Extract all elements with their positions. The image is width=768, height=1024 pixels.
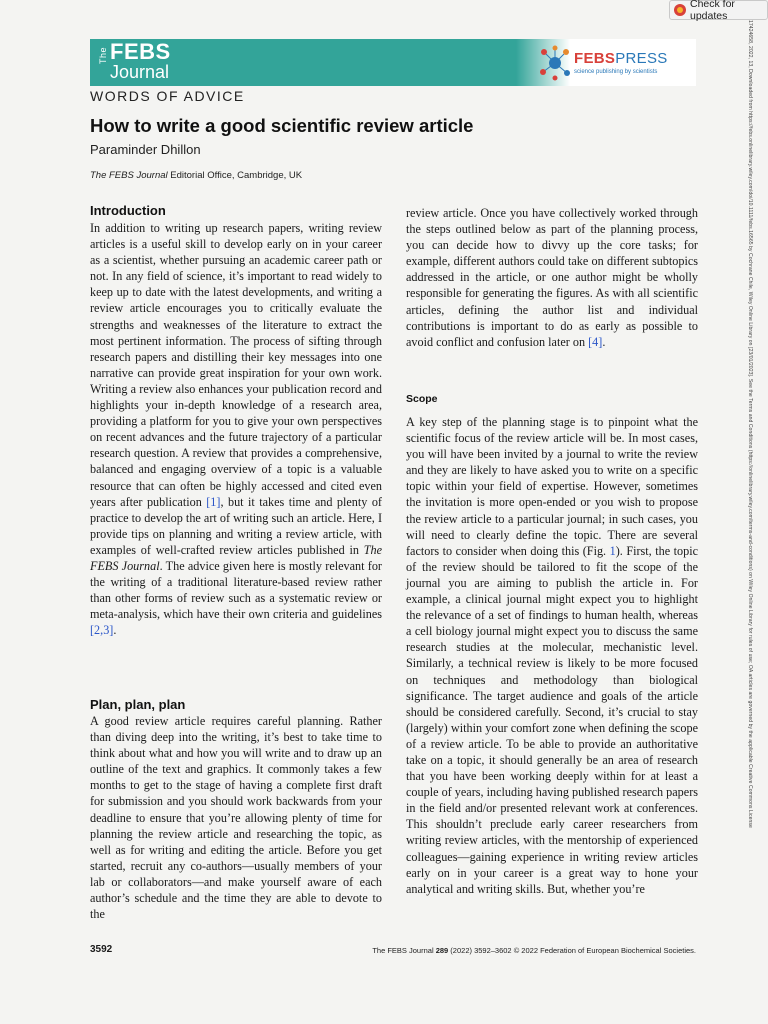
download-side-note (741, 20, 767, 1024)
logo-the: The (98, 47, 108, 65)
check-for-updates-button[interactable] (669, 0, 768, 20)
crossmark-icon (674, 4, 686, 16)
footer-journal-prefix: The FEBS Journal (372, 946, 436, 955)
scope-heading: Scope (406, 393, 438, 405)
banner-fade (516, 39, 696, 86)
section-label: WORDS OF ADVICE (90, 88, 245, 104)
plan-cont-text: review article. Once you have collectively worked through the steps outlined below as part of the planning process, you can decide how to divvy up the core tasks; for example, different authors could take on different subtopics addressed in the article, or one author might be wholly responsible for generating the figures. As with all scientific articles, defining the author list and individual contributions is important to do as early as possible to avoid conflict and confusion later on (406, 206, 698, 349)
molecule-icon (538, 44, 572, 82)
footer-citation (372, 946, 696, 955)
plan-paragraph: A good review article requires careful planning. Rather than diving deep into the writing, it’s best to take time to think about what and how you will write and to draw up an outline of the text and graphics. It commonly takes a few months to get to the stage of having a complete first draft for submission and you should work backwards from your deadline to ensure that you’re allowing plenty of time for planning the review article and researching the topic, as well as for writing and editing the article. Before you get started, recruit any co-authors—usually members of your lab or collaborators—and make yourself aware of each author’s schedule and the time they are able to devote to the (90, 714, 382, 922)
intro-text-4: . (113, 623, 117, 638)
plan-cont-end: . (602, 334, 606, 349)
plan-heading: Plan, plan, plan (90, 697, 186, 712)
footer-volume: 289 (435, 946, 449, 955)
introduction-heading: Introduction (90, 203, 166, 218)
press-name-bold: FEBS (574, 50, 616, 67)
side-note-text: 17424658, 2022, 13, Downloaded from https://febs.onlinelibrary.wiley.com/doi/10.1111/febs.16565 by Cochrane Chile, Wiley Online Library on [23/01/2023]. See the Terms and Conditions (https://onlinelibrary.wiley.com/terms-and-conditions) on Wiley Online Library for rules of use; OA articles are governed by the applicable Creative Commons License (747, 20, 753, 828)
author-name: Paraminder Dhillon (90, 142, 201, 157)
scope-text-2: ). First, the topic of the review should be tailored to fit the scope of the journal you are aiming to publish the article in. For example, a clinical journal might expect you to highlight the relevance of a set of findings to human health, whereas a cell biology journal might expect you to discuss the same research studies at the molecular, mechanistic level. Similarly, a technical review is likely to be more focused on techniques and methodology than biological significance. The target audience and goals of the article should be considered carefully. Second, it’s crucial to stay (largely) within your comfort zone when defining the scope of a review article. To be able to provide an authoritative take on a topic, it should generally be an area of research that you have been working deeply within for at least a couple of years, including having published research papers in the field and/or presented relevant work at conferences. This shouldn’t preclude early career researchers from writing review articles, with the mentorship of experienced colleagues—gaining experience in writing review articles early on in your career is a great way to hone your analytical and writing skills. But, whether you’re (406, 543, 699, 896)
press-name-light: PRESS (615, 50, 668, 67)
scope-paragraph (406, 414, 698, 897)
scope-text-1: A key step of the planning stage is to pinpoint what the scientific focus of the review article will be. In most cases, you will have been invited by a journal to write the review and they are likely to have asked you to write on a specific topic within your field of expertise. However, sometimes the invitation is more open-ended or you wish to propose the review article to a particular journal; in such cases, you will need to clearly define the topic. There are several factors to consider when doing this (Fig. (406, 415, 698, 558)
affiliation-rest: Editorial Office, Cambridge, UK (167, 170, 303, 181)
press-name (574, 50, 668, 67)
logo-febs: FEBS (110, 39, 171, 64)
article-title: How to write a good scientific review article (90, 115, 474, 136)
intro-text-3: . The advice given here is mostly relevant for the writing of a traditional literature-based review rather than other forms of review such as a systematic review or meta-analysis, which have their own criteria and guidelines (90, 558, 382, 622)
press-tagline: science publishing by scientists (574, 69, 658, 75)
journal-banner (90, 39, 696, 86)
introduction-paragraph (90, 220, 382, 638)
ref-4-link[interactable]: [4] (588, 334, 603, 349)
page-number: 3592 (90, 944, 113, 955)
febs-press-logo (538, 44, 688, 82)
plan-continued-paragraph (406, 205, 698, 350)
ref-2-3-link[interactable]: [2,3] (90, 623, 114, 638)
affiliation-journal: The FEBS Journal (90, 170, 168, 181)
affiliation (90, 170, 302, 181)
intro-text-2: , but it takes time and plenty of practice to develop the art of writing such an article. Here, I provide tips on planning and writing a review article, with examples of well-crafted review articles published in (90, 494, 382, 557)
ref-1-link[interactable]: [1] (206, 494, 221, 509)
intro-journal-name: The FEBS Journal (90, 542, 382, 573)
logo-journal: Journal (110, 62, 170, 82)
intro-text-1: In addition to writing up research papers, writing review articles is a useful skill to develop early on in your career as a scientist, whether pursuing an academic career path or not. In any field of science, it’s important to read widely to keep up to date with the latest developments, and writing a review article encourages you to critically evaluate the strengths and weaknesses of the literature to extract the most pertinent information. The process of sifting through research papers and distilling their key messages into one narrative can provide great inspiration for your own work. Writing a review also enhances your publication record and highlights your in-depth knowledge of a research area, providing a platform for you to give your own perspectives on recent advances and the future trajectory of a particular research question. A review that provides a comprehensive, balanced and engaging overview of a topic is a valuable resource that can often be highly accessed and cited even years after publication (90, 221, 382, 509)
check-updates-label: Check for updates (690, 0, 735, 22)
footer-journal-rest: (2022) 3592–3602 © 2022 Federation of European Biochemical Societies. (448, 946, 696, 955)
fig-1-link[interactable]: 1 (609, 543, 616, 558)
